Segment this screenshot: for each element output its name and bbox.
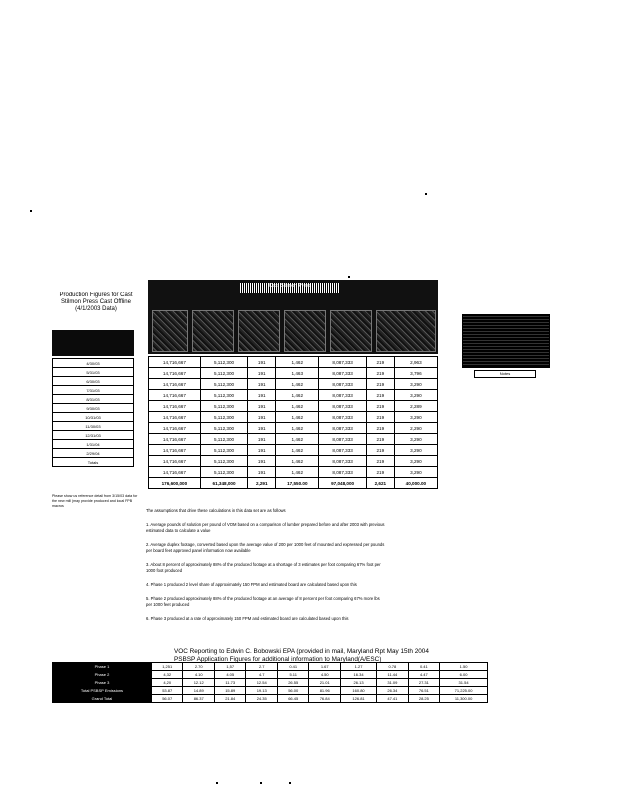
table-cell: 191	[248, 412, 276, 423]
table-cell: 8,087,333	[319, 423, 366, 434]
table-cell: 2/29/04	[53, 449, 134, 458]
table-cell: 5.11	[277, 671, 309, 679]
table-cell: 1,462	[276, 379, 319, 390]
table-cell: 14,716,667	[149, 445, 201, 456]
note-item: 2. Average duplex footage, converted based upon the average value of 200 per 1000 feet of mounted and expressed per pounds per board feet approved panel information now available	[146, 542, 385, 553]
table-cell: 8,087,333	[319, 445, 366, 456]
table-cell: 3,290	[394, 467, 437, 478]
note-item: 6. Phase 3 produced at a rate of approximately 150 FPM and estimated board are calculated based upon this	[146, 616, 349, 621]
table-cell: 3,290	[394, 390, 437, 401]
table-row	[53, 679, 488, 687]
table-cell: 31.54	[440, 679, 488, 687]
table-cell: 219	[366, 379, 394, 390]
table-cell: 4.47	[408, 671, 440, 679]
table-cell: 12.12	[183, 679, 215, 687]
table-cell: 53.87	[151, 687, 183, 695]
table-cell: 8,087,333	[319, 401, 366, 412]
table-cell: 11.44	[377, 671, 409, 679]
table-row	[149, 434, 438, 445]
table-cell: 6.00	[440, 671, 488, 679]
table-cell: 24.35	[246, 695, 278, 703]
table-cell: 1,462	[276, 357, 319, 368]
table-cell: 3,290	[394, 456, 437, 467]
table-cell: 97,048,000	[319, 478, 366, 489]
table-cell: 191	[248, 379, 276, 390]
scan-speck	[216, 782, 218, 784]
table-row	[53, 386, 134, 395]
table-cell: 26.34	[377, 687, 409, 695]
table-cell: 4,32	[151, 671, 183, 679]
table-cell: 61,348,000	[200, 478, 247, 489]
header-photo	[330, 310, 372, 352]
table-cell: Phase 3	[53, 679, 152, 687]
table-cell: 1,57	[214, 663, 246, 671]
table-cell: 5,112,300	[200, 368, 247, 379]
table-cell: 8,087,333	[319, 412, 366, 423]
table-cell: 1.67	[309, 663, 341, 671]
table-cell: 1/31/04	[53, 440, 134, 449]
table-cell: 26.55	[277, 679, 309, 687]
table-cell: 28.25	[408, 695, 440, 703]
table-cell: 6/30/03	[53, 377, 134, 386]
right-header-box	[462, 314, 550, 368]
table-cell: 191	[248, 357, 276, 368]
table-cell: 40,000.00	[394, 478, 437, 489]
table-cell: 14,716,667	[149, 423, 201, 434]
table-cell: 11/30/03	[53, 422, 134, 431]
table-cell: Grand Total	[53, 695, 152, 703]
table-cell: 5,112,300	[200, 445, 247, 456]
table-cell: 2,290	[394, 423, 437, 434]
table-cell: 2,963	[394, 357, 437, 368]
main-table-title: Cast Stilmon Press	[240, 283, 340, 293]
table-cell: 126.81	[340, 695, 376, 703]
table-cell: 5,112,300	[200, 456, 247, 467]
table-cell: 7/31/03	[53, 386, 134, 395]
table-cell: 5,112,300	[200, 401, 247, 412]
table-row	[53, 359, 134, 368]
table-cell: Phase 2	[53, 671, 152, 679]
table-cell: 14,716,667	[149, 401, 201, 412]
table-cell: 4.05	[214, 671, 246, 679]
assumption-notes	[146, 508, 386, 630]
table-row	[149, 357, 438, 368]
table-cell: 56.00	[277, 687, 309, 695]
table-cell: 5,112,300	[200, 412, 247, 423]
table-cell: 0.41	[408, 663, 440, 671]
table-row	[53, 377, 134, 386]
table-cell: 11.73	[214, 679, 246, 687]
table-cell: 2.7	[246, 663, 278, 671]
table-cell: 191	[248, 401, 276, 412]
table-cell: 31.09	[377, 679, 409, 687]
table-row	[53, 449, 134, 458]
bottom-emissions-table	[52, 662, 488, 703]
table-cell: 219	[366, 467, 394, 478]
table-cell: 1,462	[276, 412, 319, 423]
table-cell: 1,462	[276, 434, 319, 445]
bottom-caption-line: PSBSP Application Figures for additional information to Maryland(A/ESC)	[174, 656, 382, 663]
table-row	[53, 431, 134, 440]
table-cell: 8,087,333	[319, 357, 366, 368]
left-caption	[56, 292, 136, 313]
table-row	[53, 413, 134, 422]
table-cell: 8,087,333	[319, 379, 366, 390]
header-photo	[192, 310, 234, 352]
table-cell: 27.31	[408, 679, 440, 687]
table-cell: 86.37	[183, 695, 215, 703]
table-cell: 5,112,300	[200, 379, 247, 390]
table-cell: 176,600,000	[149, 478, 201, 489]
table-row	[53, 671, 488, 679]
header-photo	[152, 310, 188, 352]
table-cell: 219	[366, 456, 394, 467]
table-cell: 3,290	[394, 379, 437, 390]
table-cell: 14,716,667	[149, 390, 201, 401]
table-cell: 4,20	[151, 679, 183, 687]
table-cell: 191	[248, 434, 276, 445]
table-cell: 191	[248, 368, 276, 379]
table-cell: 3,290	[394, 445, 437, 456]
note-item: 3. About 8 percent of approximately 88% of the produced footage at a shortage of 3 estimates per foot comparing 67% foot per 1000 foot produced	[146, 562, 381, 573]
table-row	[53, 422, 134, 431]
table-cell: 14,716,667	[149, 379, 201, 390]
table-cell: 191	[248, 456, 276, 467]
table-cell: 12.54	[246, 679, 278, 687]
scan-speck	[289, 782, 291, 784]
header-photo	[238, 310, 280, 352]
table-row	[53, 404, 134, 413]
table-cell: 1,462	[276, 401, 319, 412]
table-cell: 219	[366, 423, 394, 434]
table-row	[53, 368, 134, 377]
table-cell: 8,087,333	[319, 368, 366, 379]
table-cell: 1,462	[276, 390, 319, 401]
table-cell: 191	[248, 445, 276, 456]
left-caption-line: Stilmon Press Cast Offline	[61, 299, 131, 305]
table-row	[149, 423, 438, 434]
table-cell: 4.50	[309, 671, 341, 679]
bottom-caption-line: VOC Reporting to Edwin C. Bobowski EPA (provided in mail, Maryland Rpt May 15th 2004	[174, 648, 429, 655]
table-row	[149, 412, 438, 423]
table-cell: 219	[366, 357, 394, 368]
table-cell: 26.13	[340, 679, 376, 687]
table-cell: 219	[366, 390, 394, 401]
table-cell: 5,112,300	[200, 357, 247, 368]
scan-speck	[30, 210, 32, 212]
table-cell: 1.27	[340, 663, 376, 671]
table-cell: 21.84	[214, 695, 246, 703]
table-cell: 14,716,667	[149, 357, 201, 368]
table-row	[53, 440, 134, 449]
table-cell: 76.51	[408, 687, 440, 695]
table-cell: 9/30/03	[53, 404, 134, 413]
table-cell: 1,462	[276, 467, 319, 478]
table-cell: 8,087,333	[319, 456, 366, 467]
left-caption-line: Production Figures for Cast	[59, 292, 133, 298]
table-cell: Totals	[53, 458, 134, 467]
table-cell: 3,290	[394, 434, 437, 445]
header-photo	[376, 310, 436, 352]
table-row	[149, 467, 438, 478]
table-cell: 0.41	[277, 663, 309, 671]
table-cell: 56.07	[151, 695, 183, 703]
table-cell: 15.89	[214, 687, 246, 695]
table-cell: 191	[248, 423, 276, 434]
header-photo	[284, 310, 326, 352]
scan-speck	[348, 276, 350, 278]
table-cell: 14,716,667	[149, 434, 201, 445]
table-cell: 1,462	[276, 445, 319, 456]
table-cell: 17,550.00	[276, 478, 319, 489]
table-row	[149, 368, 438, 379]
table-cell: 4.10	[183, 671, 215, 679]
main-data-table	[148, 356, 438, 489]
total-row	[149, 478, 438, 489]
table-cell: Phase 1	[53, 663, 152, 671]
table-cell: 219	[366, 412, 394, 423]
table-cell: 14,716,667	[149, 456, 201, 467]
table-cell: 14,716,667	[149, 467, 201, 478]
table-cell: 219	[366, 434, 394, 445]
table-cell: 10/31/03	[53, 413, 134, 422]
table-row	[53, 395, 134, 404]
table-cell: 11,300.00	[440, 695, 488, 703]
table-cell: 1,462	[276, 456, 319, 467]
table-cell: 8,087,333	[319, 434, 366, 445]
scan-speck	[260, 782, 262, 784]
table-cell: 191	[248, 390, 276, 401]
table-cell: 12/31/03	[53, 431, 134, 440]
table-cell: 4.7	[246, 671, 278, 679]
table-cell: 3,290	[394, 412, 437, 423]
note-item: 5. Phase 2 produced approximately 88% of the produced footage at an average of 8 percent per foot comparing 67% more lbs per 1000 feet produced	[146, 596, 380, 607]
table-row	[53, 687, 488, 695]
table-cell: 71,225.00	[440, 687, 488, 695]
table-row	[149, 401, 438, 412]
table-cell: 5,112,300	[200, 390, 247, 401]
table-cell: 14.89	[183, 687, 215, 695]
table-cell: 5/31/03	[53, 368, 134, 377]
scan-speck	[425, 193, 427, 195]
left-caption-line: (4/1/2003 Data)	[75, 306, 117, 312]
table-row	[149, 445, 438, 456]
table-cell: 2,291	[248, 478, 276, 489]
table-cell: 1,463	[276, 368, 319, 379]
notes-intro: The assumptions that drive these calculations in this data set are as follows	[146, 508, 286, 513]
table-cell: 5,112,300	[200, 434, 247, 445]
table-cell: 8,087,333	[319, 467, 366, 478]
note-item: 4. Phase 1 produced 2 level share of approximately 150 FPM and estimated board are calculated based upon this	[146, 582, 357, 587]
table-cell: 219	[366, 401, 394, 412]
table-row	[53, 458, 134, 467]
table-cell: 2,289	[394, 401, 437, 412]
table-cell: 1,462	[276, 423, 319, 434]
table-cell: 76.84	[309, 695, 341, 703]
left-note: Please show us reference detail from 3/15/03 data for the new mill (may provide produced and local FPB macros	[52, 494, 138, 508]
table-cell: 8/31/03	[53, 395, 134, 404]
table-cell: 14,716,667	[149, 412, 201, 423]
table-cell: 8,087,333	[319, 390, 366, 401]
table-row	[149, 390, 438, 401]
table-cell: 5,112,300	[200, 467, 247, 478]
table-cell: 191	[248, 467, 276, 478]
note-item: 1. Average pounds of solution per pound of VOM based on a comparison of lumber prepared before and after 2003 with previous estimated data to calculate a value	[146, 522, 385, 533]
table-cell: 19.13	[246, 687, 278, 695]
right-box-caption: Notes	[474, 370, 536, 378]
table-cell: 4/30/03	[53, 359, 134, 368]
table-cell: 1,251	[151, 663, 183, 671]
left-table-header	[52, 330, 134, 356]
table-cell: 219	[366, 368, 394, 379]
table-cell: 14,716,667	[149, 368, 201, 379]
table-row	[53, 695, 488, 703]
table-cell: 66.45	[277, 695, 309, 703]
table-cell: 16.34	[340, 671, 376, 679]
table-cell: 3,796	[394, 368, 437, 379]
table-cell: 1.50	[440, 663, 488, 671]
table-row	[53, 663, 488, 671]
table-cell: 0.78	[377, 663, 409, 671]
table-cell: 81.96	[309, 687, 341, 695]
table-cell: 219	[366, 445, 394, 456]
table-row	[149, 379, 438, 390]
table-cell: 21.01	[309, 679, 341, 687]
table-cell: Total PSBSP Emissions	[53, 687, 152, 695]
table-cell: 2.70	[183, 663, 215, 671]
table-cell: 47.41	[377, 695, 409, 703]
left-summary-table	[52, 358, 134, 467]
table-cell: 2,621	[366, 478, 394, 489]
table-cell: 160.80	[340, 687, 376, 695]
table-row	[149, 456, 438, 467]
table-cell: 5,112,300	[200, 423, 247, 434]
